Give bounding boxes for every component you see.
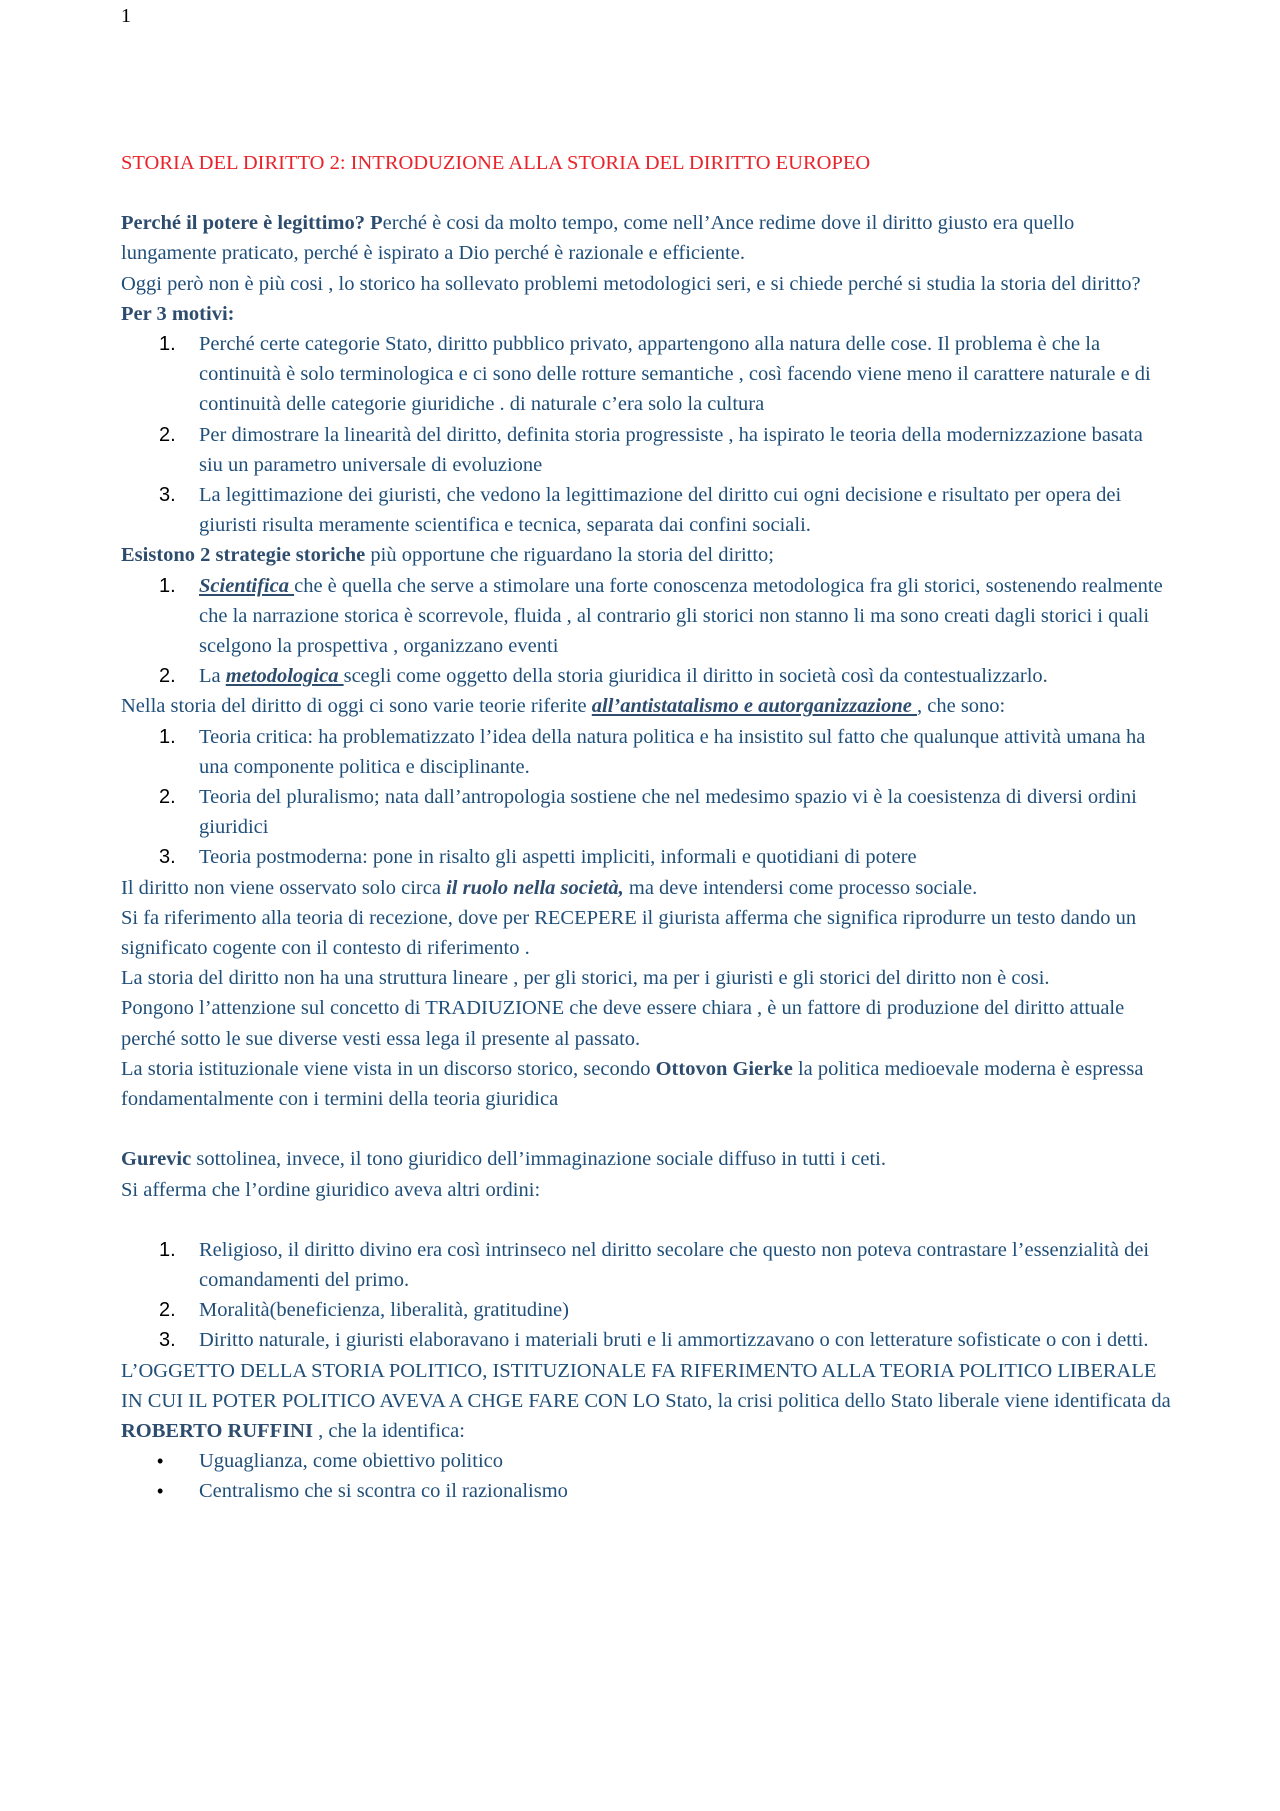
list-number: 2. xyxy=(159,423,176,446)
list-item-text: Per dimostrare la linearità del diritto, definita storia progressiste , ha ispirato le teoria della modernizzazione basata siu un parametro universale di evoluzione xyxy=(199,423,1143,476)
list-item: 1. Teoria critica: ha problematizzato l’idea della natura politica e ha insistito sul fatto che qualunque attività umana ha una componente politica e disciplinante. xyxy=(121,722,1171,782)
struttura-paragraph: La storia del diritto non ha una struttura lineare , per gli storici, ma per i giuristi e gli storici del diritto non è cosi. xyxy=(121,967,1050,990)
list-number: 1. xyxy=(159,574,176,597)
bullet-list xyxy=(121,1446,1171,1506)
strategie-list xyxy=(121,571,1171,692)
intro-question: Perché il potere è legittimo? P xyxy=(121,212,383,235)
list-number: 2. xyxy=(159,786,176,809)
teorie-paragraph: Nella storia del diritto di oggi ci sono varie teorie riferite all’antistatalismo e autorganizzazione , che sono: xyxy=(121,695,1006,718)
list-number: 3. xyxy=(159,484,176,507)
list-number: 3. xyxy=(159,846,176,869)
list-number: 3. xyxy=(159,1329,176,1352)
motivi-heading: Per 3 motivi: xyxy=(121,302,235,325)
list-item: 1. Religioso, il diritto divino era così intrinseco nel diritto secolare che questo non poteva contrastare l’essenzialità dei comandamenti del primo. xyxy=(121,1235,1171,1295)
emphasis-term: il ruolo nella società, xyxy=(446,876,624,899)
oggetto-paragraph: L’OGGETTO DELLA STORIA POLITICO, ISTITUZIONALE FA RIFERIMENTO ALLA TEORIA POLITICO LIBERALE IN CUI IL POTER POLITICO AVEVA A CHGE FARE CON LO Stato, la crisi politica dello Stato liberale viene identificata da ROBERTO RUFFINI , che la identifica: xyxy=(121,1359,1171,1442)
ruolo-paragraph: Il diritto non viene osservato solo circa il ruolo nella società, ma deve intendersi come processo sociale. xyxy=(121,876,978,899)
list-item: 1. Scientifica che è quella che serve a stimolare una forte conoscenza metodologica fra gli storici, sostenendo realmente che la narrazione storica è scorrevole, fluida , al contrario gli storici non stanno li ma sono creati dagli storici i quali scelgono la prospettiva , organizzano eventi xyxy=(121,571,1171,662)
list-item xyxy=(121,480,1171,540)
teorie-list xyxy=(121,722,1171,873)
list-item xyxy=(121,329,1171,420)
gierke-paragraph: La storia istituzionale viene vista in un discorso storico, secondo Ottovon Gierke la politica medioevale moderna è espressa fondamentalmente con i termini della teoria giuridica xyxy=(121,1057,1144,1111)
recezione-paragraph: Si fa riferimento alla teoria di recezione, dove per RECEPERE il giurista afferma che significa riprodurre un testo dando un significato cogente con il contesto di riferimento . xyxy=(121,906,1137,960)
page-number: 1 xyxy=(121,5,131,27)
gurevic-paragraph: Gurevic sottolinea, invece, il tono giuridico dell’immaginazione sociale diffuso in tutti i ceti. xyxy=(121,1148,886,1171)
list-item-text: Perché certe categorie Stato, diritto pubblico privato, appartengono alla natura delle cose. Il problema è che la continuità è solo terminologica e ci sono delle rotture semantiche , così facendo viene meno il carattere naturale e di continuità delle categorie giuridiche . di naturale c’era solo la cultura xyxy=(199,333,1151,416)
list-item xyxy=(121,420,1171,480)
list-item: • Uguaglianza, come obiettivo politico xyxy=(121,1446,1171,1476)
emphasis-term: metodologica xyxy=(225,665,344,688)
emphasis-term: Scientifica xyxy=(199,574,295,597)
bullet-marker: • xyxy=(157,1451,164,1472)
list-item: 3. Teoria postmoderna: pone in risalto gli aspetti impliciti, informali e quotidiani di potere xyxy=(121,842,1171,872)
traduzione-paragraph: Pongono l’attenzione sul concetto di TRADIUZIONE che deve essere chiara , è un fattore di produzione del diritto attuale perché sotto le sue diverse vesti essa lega il presente al passato. xyxy=(121,997,1125,1050)
blank-line xyxy=(121,1205,1171,1235)
list-item: 3. Diritto naturale, i giuristi elaboravano i materiali bruti e li ammortizzavano o con letterature sofisticate o con i detti. xyxy=(121,1325,1171,1355)
list-item: 2. Moralità(beneficienza, liberalità, gratitudine) xyxy=(121,1295,1171,1325)
list-number: 1. xyxy=(159,1238,176,1261)
blank-line xyxy=(121,1114,1171,1144)
list-number: 1. xyxy=(159,725,176,748)
motivi-list xyxy=(121,329,1171,540)
ordini-list xyxy=(121,1235,1171,1356)
list-item: • Centralismo che si scontra co il razionalismo xyxy=(121,1476,1171,1506)
intro-answer: erché è cosi da molto tempo, come nell’Ance redime dove il diritto giusto era quello lungamente praticato, perché è ispirato a Dio perché è razionale e efficiente. xyxy=(121,212,1075,265)
list-item-text: La legittimazione dei giuristi, che vedono la legittimazione del diritto cui ogni decisione e risultato per opera dei giuristi risulta meramente scientifica e tecnica, separata dai confini sociali. xyxy=(199,484,1122,537)
list-number: 1. xyxy=(159,333,176,356)
emphasis-term: all’antistatalismo e autorganizzazione xyxy=(591,695,917,718)
list-number: 2. xyxy=(159,665,176,688)
bullet-marker: • xyxy=(157,1481,164,1502)
list-item: 2. Teoria del pluralismo; nata dall’antropologia sostiene che nel medesimo spazio vi è la coesistenza di diversi ordini giuridici xyxy=(121,782,1171,842)
list-item: 2. La metodologica scegli come oggetto della storia giuridica il diritto in società così da contestualizzarlo. xyxy=(121,661,1171,691)
intro-paragraph xyxy=(121,208,1171,268)
list-number: 2. xyxy=(159,1299,176,1322)
document-title: STORIA DEL DIRITTO 2: INTRODUZIONE ALLA STORIA DEL DIRITTO EUROPEO xyxy=(121,152,871,174)
document-body xyxy=(121,148,1171,1507)
ordini-intro: Si afferma che l’ordine giuridico aveva altri ordini: xyxy=(121,1178,541,1201)
strategie-paragraph: Esistono 2 strategie storiche più opportune che riguardano la storia del diritto; xyxy=(121,544,774,567)
intro-paragraph-2: Oggi però non è più cosi , lo storico ha sollevato problemi metodologici seri, e si chiede perché si studia la storia del diritto? xyxy=(121,272,1141,295)
